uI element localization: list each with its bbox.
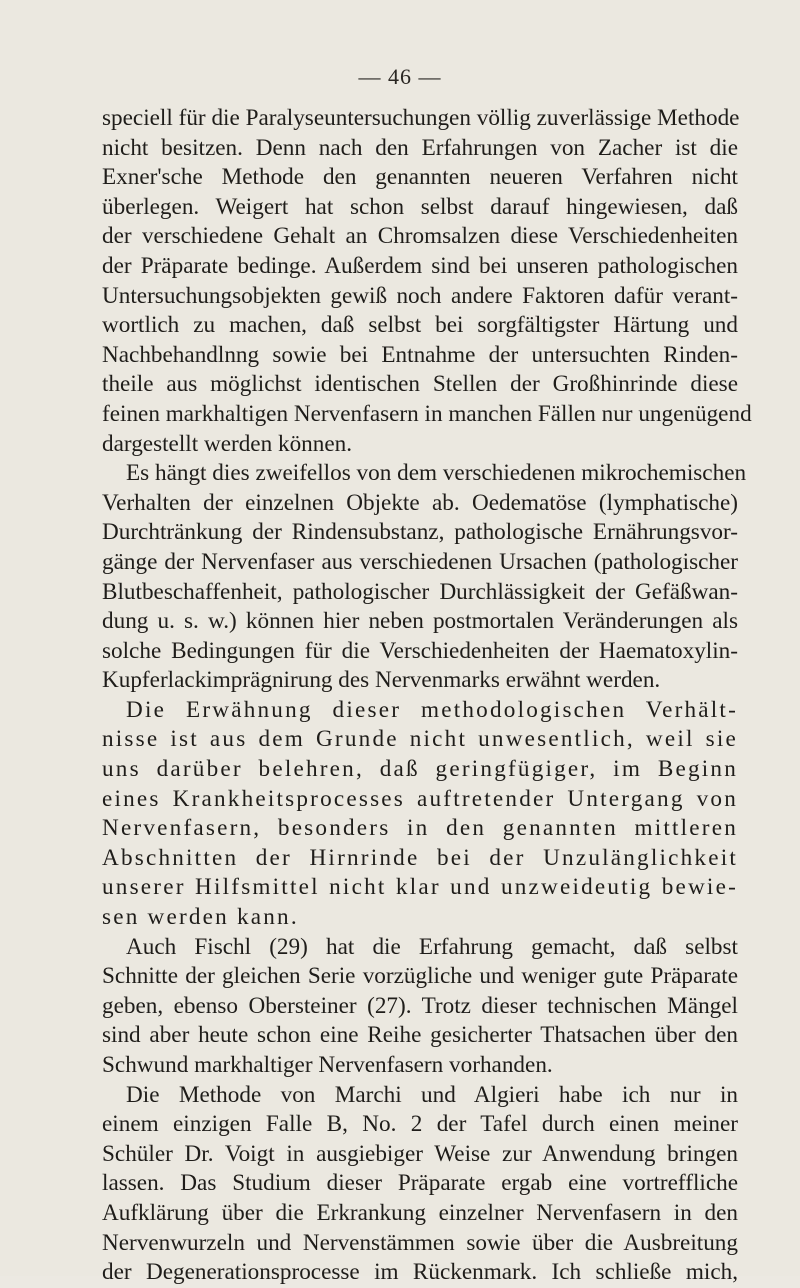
text-line: feinen markhaltigen Nervenfasern in manchen Fällen nur ungenügend — [102, 400, 752, 427]
text-line: Schwund markhaltiger Nervenfasern vorhanden. — [102, 1052, 553, 1078]
text-line: nicht besitzen. Denn nach den Erfahrungen von Zacher ist die — [102, 134, 738, 161]
text-line: Aufklärung über die Erkrankung einzelner Nervenfasern in den — [102, 1199, 738, 1226]
text-line: Nachbehandlnng sowie bei Entnahme der untersuchten Rinden- — [102, 341, 738, 368]
text-line: gänge der Nervenfaser aus verschiedenen Ursachen (pathologischer — [102, 548, 738, 575]
text-line: speciell für die Paralyseuntersuchungen völlig zuverlässige Methode — [102, 105, 740, 131]
text-line: Schnitte der gleichen Serie vorzügliche und weniger gute Präparate — [102, 963, 738, 990]
text-line: wortlich zu machen, daß selbst bei sorgfältigster Härtung und — [102, 312, 738, 339]
text-line: Die Methode von Marchi und Algieri habe ich nur in — [126, 1081, 738, 1108]
paragraph-5 — [102, 1081, 738, 1288]
paragraph-3-emphasis — [102, 696, 738, 933]
text-line: Nervenfasern, besonders in den genannten mittleren — [102, 815, 738, 842]
text-line: Blutbeschaffenheit, pathologischer Durchlässigkeit der Gefäßwan- — [102, 578, 738, 605]
text-line: Kupferlackimprägnirung des Nervenmarks erwähnt werden. — [102, 667, 661, 694]
text-line: Exner'sche Methode den genannten neueren Verfahren nicht — [102, 164, 738, 191]
text-line: Abschnitten der Hirnrinde bei der Unzulänglichkeit — [102, 844, 738, 871]
text-line: uns darüber belehren, daß geringfügiger, im Beginn — [102, 756, 738, 783]
text-line: Auch Fischl (29) hat die Erfahrung gemacht, daß selbst — [126, 933, 738, 960]
text-line: dargestellt werden können. — [102, 430, 353, 457]
text-line: sen werden kann. — [102, 904, 299, 931]
text-line: dung u. s. w.) können hier neben postmortalen Veränderungen als — [102, 608, 738, 635]
body-text — [102, 104, 752, 1288]
text-line: Untersuchungsobjekten gewiß noch andere Faktoren dafür verant- — [102, 282, 738, 309]
paragraph-1 — [102, 104, 752, 459]
text-line: nisse ist aus dem Grunde nicht unwesentlich, weil sie — [102, 726, 738, 753]
page-number: — 46 — — [358, 64, 442, 89]
text-line: Es hängt dies zweifellos von dem verschiedenen mikrochemischen — [126, 460, 747, 487]
text-line: Schüler Dr. Voigt in ausgiebiger Weise zur Anwendung bringen — [102, 1140, 738, 1167]
text-line: solche Bedingungen für die Verschiedenheiten der Haematoxylin- — [102, 637, 738, 664]
paragraph-4 — [102, 933, 738, 1081]
text-line: sind aber heute schon eine Reihe gesicherter Thatsachen über den — [102, 1022, 738, 1049]
text-line: überlegen. Weigert hat schon selbst darauf hingewiesen, daß — [102, 193, 738, 220]
text-line: Nervenwurzeln und Nervenstämmen sowie über die Ausbreitung — [102, 1229, 738, 1256]
text-line: einem einzigen Falle B, No. 2 der Tafel durch einen meiner — [102, 1111, 738, 1138]
text-line: Verhalten der einzelnen Objekte ab. Oedematöse (lymphatische) — [102, 489, 738, 516]
text-line: der verschiedene Gehalt an Chromsalzen diese Verschiedenheiten — [102, 223, 738, 250]
paragraph-2 — [102, 459, 747, 696]
text-line: Durchtränkung der Rindensubstanz, pathologische Ernährungsvor- — [102, 519, 738, 546]
text-line: Die Erwähnung dieser methodologischen Verhält- — [126, 696, 738, 723]
text-line: lassen. Das Studium dieser Präparate ergab eine vortreffliche — [102, 1170, 738, 1197]
text-line: theile aus möglichst identischen Stellen der Großhinrinde diese — [102, 371, 738, 398]
text-line: geben, ebenso Obersteiner (27). Trotz dieser technischen Mängel — [102, 992, 738, 1019]
text-line: unserer Hilfsmittel nicht klar und unzweideutig bewie- — [102, 874, 738, 901]
text-line: eines Krankheitsprocesses auftretender Untergang von — [102, 785, 738, 812]
text-line: der Präparate bedinge. Außerdem sind bei unseren pathologischen — [102, 252, 738, 279]
text-line: der Degenerationsprocesse im Rückenmark. Ich schließe mich, — [102, 1259, 738, 1286]
